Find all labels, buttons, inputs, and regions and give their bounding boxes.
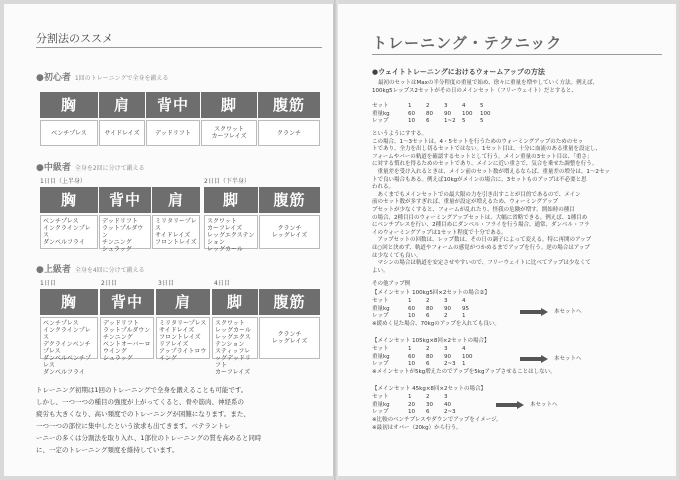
beginner-cell-back: デッドリフト <box>146 120 200 146</box>
examples-title: その他アップ例 <box>372 281 411 287</box>
example3-note: ※比較のベンチプレスやダウンでアップをイメージ。 <box>372 417 502 423</box>
advanced-day4-label: 4日目 <box>214 280 230 287</box>
intro-line: 100kg5レップス2セットがその日のメインセット（フリーウェイト）だとすると、 <box>372 88 577 94</box>
body-line: 一つ一つの部位に集中したという欲求も出てきます。ベテラントレ <box>36 422 231 430</box>
body-line: 疲労も大きくなり、高い頻度でのトレーニングが困難になります。また、 <box>36 410 250 418</box>
warmup-table <box>372 103 498 126</box>
explanation-line: にベンチプレスを行い、2種目めにダンベル・フライを行う場合、通常、ダンベル・フラ <box>372 222 590 229</box>
table-row: セット 1 2 3 <box>372 394 448 400</box>
explanation-line: は○回と決めず、軌道やフォームの感覚がつかめるまでアップを行う。逆の場合はアップ <box>372 245 590 251</box>
beginner-heading <box>36 70 169 83</box>
example2-table <box>372 346 480 369</box>
explanation-line: この場合、1〜3セットは、4・5セットを行うためのウォーミングアップのためのセッ <box>372 138 584 145</box>
example2-arrow-label: 本セットへ <box>554 356 582 362</box>
intermediate-header-abs: 腹筋 <box>259 187 320 213</box>
explanation-line: トで良い場合もある。例えば10kgがメインの場合に、3セットものアップは不必要と思 <box>372 176 587 183</box>
example2-title: 【メインセット 105kg×8回×2セットの場合】 <box>372 338 490 344</box>
advanced-cell-abs: クランチ レッグレイズ <box>259 317 320 359</box>
beginner-header-chest: 胸 <box>40 92 98 118</box>
beginner-cell-abs: クランチ <box>258 120 320 146</box>
explanation-line: は少なくても良い。 <box>372 252 422 259</box>
table-row: 重量kg 60 80 90 95 <box>372 305 469 312</box>
right-title-rule <box>372 54 662 55</box>
explanation-line: 前のセット数が多すぎれば、重量が設定が増えるため、ウォーミングアップ <box>372 199 559 206</box>
table-row: 重量kg 60 80 90 100 <box>372 353 473 360</box>
beginner-header-abs: 腹筋 <box>258 92 320 118</box>
beginner-header-legs: 脚 <box>201 92 257 118</box>
warmup-heading: ●ウェイトトレーニングにおけるウォームアップの方法 <box>372 68 545 76</box>
intermediate-day1-label: 1日目（上半身） <box>40 178 86 185</box>
beginner-header-back: 背中 <box>146 92 200 118</box>
title-rule <box>36 47 322 48</box>
arrow-right-icon <box>520 310 542 314</box>
intro-line: 最初のセットはMaxの半分程度の重量で始め、徐々に重量を増やしていく方法。例えば、 <box>378 80 599 86</box>
beginner-cell-legs: スクワット カーフレイズ <box>201 120 257 146</box>
advanced-cell-back: デッドリフト ラットプルダウン チンニング ベントオーバーロウイング シュラッグ <box>100 317 154 359</box>
intermediate-day2-label: 2日目（下半身） <box>204 178 250 185</box>
table-row: セット 1 2 3 4 5 <box>372 103 484 109</box>
intermediate-subtitle: 全身を2回に分けて鍛える <box>74 165 145 172</box>
left-body-text <box>36 384 326 456</box>
intermediate-header-back: 背中 <box>99 187 151 213</box>
advanced-cell-legs: スクワット レッグカール レッグエクステンション スティッフレッグデッドリフト カーフレイズ <box>212 317 258 359</box>
explanation-line: フォームやバーの軌道を確認するセットとして行う。メイン重量の3セット目は、「重さ」 <box>372 153 593 160</box>
table-row: 重量kg 20 30 40 <box>372 401 451 408</box>
explanation-line: というようにすする。 <box>372 131 428 137</box>
advanced-header-abs: 腹筋 <box>259 289 320 315</box>
example1-arrow-label: 本セットへ <box>554 309 582 315</box>
explanation-line: の場合、2種目目のウォーミングアップセットは、大幅に省略できる。例えば、1種目め <box>372 214 588 221</box>
beginner-subtitle: 1回のトレーニングで全身を鍛える <box>74 75 169 82</box>
advanced-cell-chest: ベンチプレス インクラインプレス デクラインベンチプレス ダンベルベンチプレス ダンベルフライ <box>40 317 98 359</box>
beginner-cell-shoulder: サイドレイズ <box>99 120 145 146</box>
example3-arrow-label: 本セットへ <box>530 402 558 408</box>
intermediate-title: ●中級者 <box>36 163 71 173</box>
beginner-title: ●初心者 <box>36 73 71 83</box>
example1-note: ※緩めく見た場合、70kgのアップを入れても良い。 <box>372 321 500 327</box>
explanation-line: あくまでもメインセットでの最大限の力を引き出すことが目的であるので、メイン <box>372 191 581 198</box>
body-line: に、一定のトレーニング頻度を維持しています。 <box>36 446 179 454</box>
arrow-right-icon <box>496 403 518 407</box>
right-page-title: トレーニング・テクニック <box>372 34 563 52</box>
explanation-line: に対する慣れを得るためのセットであり、メインに近い重さで、気合を乗せた調整を行う。 <box>372 161 598 168</box>
table-row: セット 1 2 3 4 <box>372 346 466 352</box>
example1-table <box>372 298 480 321</box>
table-row: 重量kg 60 80 90 100 100 <box>372 110 491 117</box>
advanced-day1-label: 1日目 <box>40 280 56 287</box>
body-line: トレーニング初期は1回のトレーニングで全身を鍛えることも可能です。 <box>36 386 248 394</box>
intermediate-heading <box>36 160 145 173</box>
page-title: 分割法のススメ <box>36 32 113 45</box>
arrow-right-icon <box>520 357 542 361</box>
advanced-header-back: 背中 <box>100 289 154 315</box>
body-line: ーニーの多くは分割法を取り入れ、1部位のトレーニングの質を高めると同時 <box>36 434 262 442</box>
advanced-cell-shoulder: ミリタリープレス サイドレイズ フロントレイズ リアレイズ アップライトロウイング <box>156 317 210 359</box>
advanced-day2-label: 2日目 <box>101 280 117 287</box>
table-row: セット 1 2 3 4 <box>372 298 466 304</box>
table-row: レップ 10 6 2~3 1 <box>372 361 466 367</box>
table-row: レップ 10 6 2~3 <box>372 409 456 415</box>
example2-note: ※メインセットが5kg増えたのでアップを5kgアップさせることはしない。 <box>372 369 556 375</box>
advanced-day3-label: 3日目 <box>158 280 174 287</box>
explanation-line: 重量差を受け入れるときは、メイン前のセット数が増えるならば、重量差の増分は、1〜2セッ <box>372 169 610 175</box>
explanation-line: プセットが少なくすると、フォームが乱れたり、怪我の危険が増す。開始時の種目 <box>372 207 575 213</box>
advanced-subtitle: 全身を4回に分けて鍛える <box>74 267 145 274</box>
intermediate-header-shoulder: 肩 <box>152 187 200 213</box>
intermediate-cell-legs: スクワット カーフレイズ レッグエクステンション レッグカール <box>204 215 258 249</box>
intermediate-header-legs: 脚 <box>204 187 258 213</box>
advanced-header-chest: 胸 <box>40 289 98 315</box>
advanced-header-shoulder: 肩 <box>156 289 210 315</box>
example1-title: 【メインセット 100kg5回×2セットの場合②】 <box>372 290 490 296</box>
advanced-title: ●上級者 <box>36 265 71 275</box>
intermediate-cell-back: デッドリフト ラットプルダウン チンニング シュラッグ <box>99 215 151 249</box>
explanation-line: マシンの場合は軌道を安定させやすいので、フリーウェイトに比べてアップは少なくて <box>372 260 591 267</box>
intermediate-cell-chest: ベンチプレス インクラインプレス ダンベルフライ <box>40 215 98 249</box>
explanation-line: イのウォーミングアップは1セット程度で十分である。 <box>372 229 507 236</box>
explanation-line: トであり、全力を出し切るセットではない。1セット目は、十分に血流のある重量を設定し、 <box>372 146 602 153</box>
explanation-line: アップセットの回数は、レップ数は、その日の調子によって変える。特に再開のアップ <box>372 237 592 244</box>
body-line: しかし、一つ一つの種目の強度が上がってくると、骨や筋肉、神経系の <box>36 398 244 406</box>
advanced-heading <box>36 262 145 275</box>
explanation-line: よい。 <box>372 267 389 274</box>
intermediate-cell-abs: クランチ レッグレイズ <box>259 215 320 249</box>
intermediate-cell-shoulder: ミリタリープレス サイドレイズ フロントレイズ <box>152 215 200 249</box>
example3-note: ※最初はオバー（20kg）から行う。 <box>372 425 462 431</box>
table-row: レップ 10 6 1~2 5 5 <box>372 118 484 124</box>
explanation-line: われる。 <box>372 184 395 191</box>
beginner-cell-chest: ベンチプレス <box>40 120 98 146</box>
table-row: レップ 10 6 2 1 <box>372 313 466 319</box>
beginner-header-shoulder: 肩 <box>99 92 145 118</box>
advanced-header-legs: 脚 <box>212 289 258 315</box>
example3-title: 【メインセット 45kg×8回×2セットの場合】 <box>372 386 487 392</box>
example3-table <box>372 394 462 417</box>
intermediate-header-chest: 胸 <box>40 187 98 213</box>
